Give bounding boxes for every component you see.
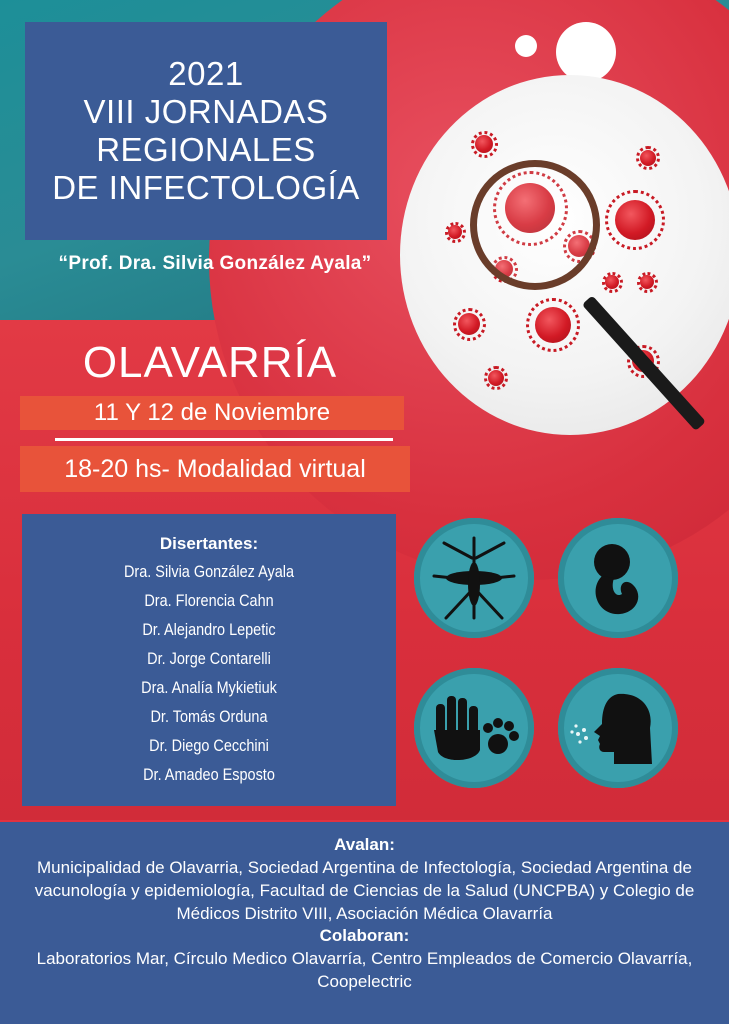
speaker-name: Dr. Jorge Contarelli (147, 649, 271, 668)
speaker-name: Dra. Analía Mykietiuk (141, 678, 277, 697)
mosquito-icon (414, 518, 534, 638)
speakers-heading: Disertantes: (159, 534, 259, 553)
footer-panel (0, 822, 729, 1024)
speaker-name: Dr. Diego Cecchini (149, 736, 269, 755)
virus-icon (535, 307, 571, 343)
endorsements-text: Municipalidad de Olavarria, Sociedad Argentina de Infectología, Sociedad Argentina de vacunología y epidemiología, Facultad de Ciencias de la Salud (UNCPBA) y Colegio de Médicos Distrito VIII, Asociación Médica Olavarría (34, 858, 695, 923)
title-box (25, 22, 387, 240)
virus-icon (448, 225, 462, 239)
decorative-bubble (556, 22, 616, 82)
magnifying-glass-icon (470, 160, 600, 290)
title-line: DE INFECTOLOGÍA (52, 169, 360, 206)
collaborators-text: Laboratorios Mar, Círculo Medico Olavarría, Centro Empleados de Comercio Olavarría, Coopelectric (36, 949, 693, 991)
honoree-subtitle: “Prof. Dra. Silvia González Ayala” (58, 253, 372, 274)
decorative-bubble (515, 35, 537, 57)
speaker-name: Dr. Tomás Orduna (150, 707, 268, 726)
event-schedule: 18-20 hs- Modalidad virtual (20, 446, 410, 492)
virus-icon (458, 313, 480, 335)
cough-icon (558, 668, 678, 788)
title-year: 2021 (168, 55, 244, 92)
divider (55, 438, 393, 441)
virus-icon (640, 150, 656, 166)
virus-icon (615, 200, 655, 240)
title-line: REGIONALES (96, 131, 316, 168)
speaker-name: Dr. Alejandro Lepetic (142, 620, 276, 639)
fetus-icon (558, 518, 678, 638)
collaborators-heading: Colaboran: (319, 926, 410, 945)
speakers-panel (22, 514, 396, 806)
virus-icon (488, 370, 504, 386)
virus-icon (640, 275, 654, 289)
city-name: OLAVARRÍA (82, 338, 338, 387)
virus-icon (605, 275, 619, 289)
speaker-name: Dr. Amadeo Esposto (143, 765, 275, 784)
endorsements-heading: Avalan: (334, 835, 395, 854)
speaker-name: Dra. Silvia González Ayala (123, 562, 294, 581)
hand-paw-icon (414, 668, 534, 788)
event-dates: 11 Y 12 de Noviembre (20, 396, 404, 430)
speaker-name: Dra. Florencia Cahn (144, 591, 274, 610)
title-line: VIII JORNADAS (83, 93, 329, 130)
virus-icon (475, 135, 493, 153)
